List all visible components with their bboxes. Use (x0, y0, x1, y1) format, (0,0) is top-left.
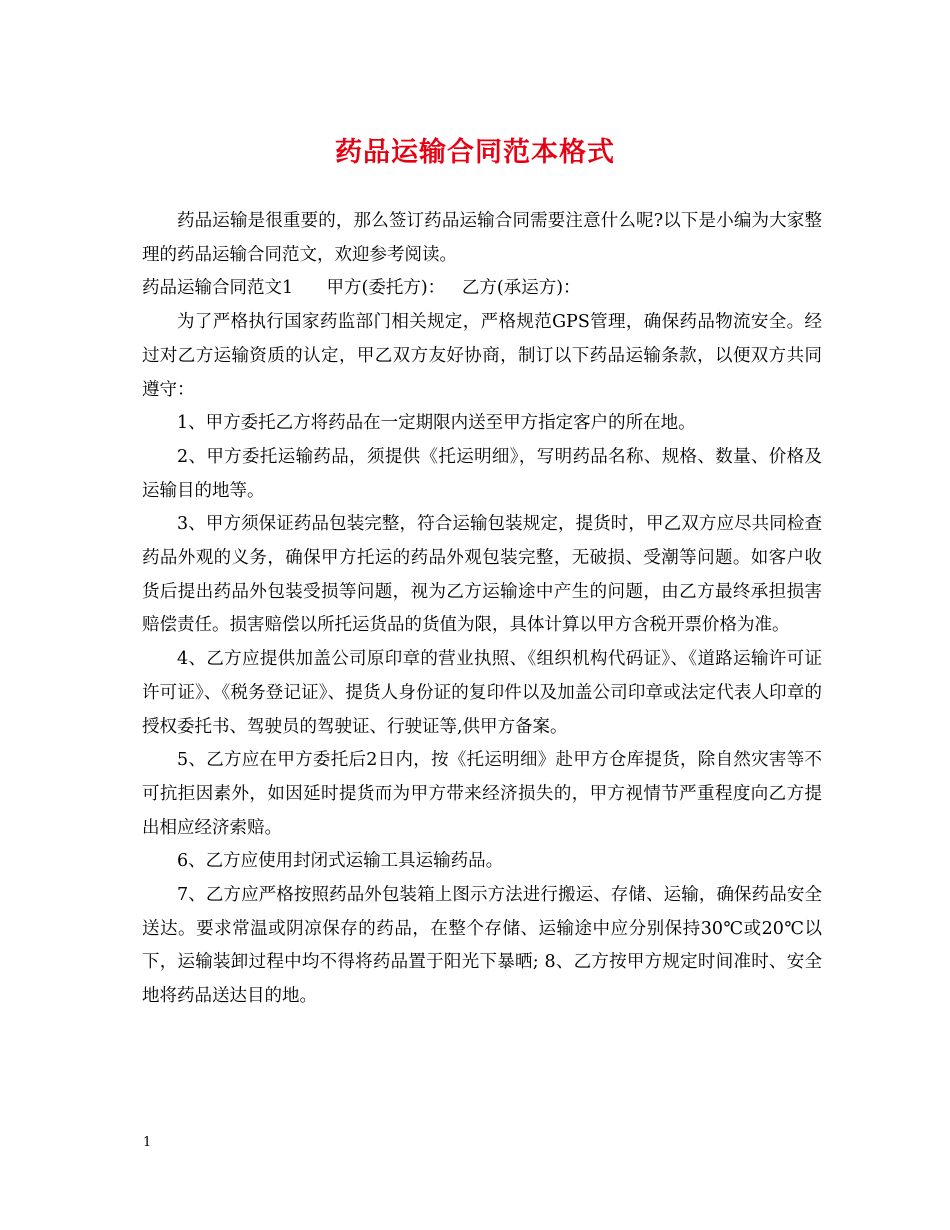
clause-7: 7、乙方应严格按照药品外包装箱上图示方法进行搬运、存储、运输，确保药品安全送达。要求常温或阴凉保存的药品，在整个存储、运输途中应分别保持30℃或20℃以下，运输装卸过程中均不得将药品置于阳光下暴晒; 8、乙方按甲方规定时间准时、安全地将药品送达目的地。 (142, 885, 822, 1007)
clause-4: 4、乙方应提供加盖公司原印章的营业执照、《组织机构代码证》、《道路运输许可证许可证》、《税务登记证》、提货人身份证的复印件以及加盖公司印章或法定代表人印章的授权委托书、驾驶员的驾驶证、行驶证等,供甲方备案。 (142, 649, 822, 737)
intro-paragraph: 药品运输是很重要的，那么签订药品运输合同需要注意什么呢?以下是小编为大家整理的药品运输合同范文，欢迎参考阅读。 (142, 211, 822, 265)
sample-heading: 药品运输合同范文1 (142, 278, 294, 299)
party-a-label: 甲方(委托方)： (326, 278, 446, 299)
clause-3: 3、甲方须保证药品包装完整，符合运输包装规定，提货时，甲乙双方应尽共同检查药品外观的义务，确保甲方托运的药品外观包装完整，无破损、受潮等问题。如客户收货后提出药品外包装受损等问题，视为乙方运输途中产生的问题，由乙方最终承担损害赔偿责任。损害赔偿以所托运货品的货值为限，具体计算以甲方含税开票价格为准。 (142, 514, 822, 636)
clause-1: 1、甲方委托乙方将药品在一定期限内送至甲方指定客户的所在地。 (177, 413, 696, 434)
parties-line (142, 272, 822, 306)
document-body (142, 205, 822, 1014)
document-title: 药品运输合同范本格式 (335, 137, 615, 168)
clause-2: 2、甲方委托运输药品，须提供《托运明细》，写明药品名称、规格、数量、价格及运输目的地等。 (142, 446, 822, 501)
page-number: 1 (143, 1135, 152, 1150)
party-b-label: 乙方(承运方)： (461, 278, 581, 299)
preamble-paragraph: 为了严格执行国家药监部门相关规定，严格规范GPS管理，确保药品物流安全。经过对乙方运输资质的认定，甲乙双方友好协商，制订以下药品运输条款，以便双方共同遵守： (142, 312, 822, 400)
clause-6: 6、乙方应使用封闭式运输工具运输药品。 (177, 851, 504, 872)
clause-5: 5、乙方应在甲方委托后2日内，按《托运明细》赴甲方仓库提货，除自然灾害等不可抗拒因素外，如因延时提货而为甲方带来经济损失的，甲方视情节严重程度向乙方提出相应经济索赔。 (142, 750, 822, 838)
